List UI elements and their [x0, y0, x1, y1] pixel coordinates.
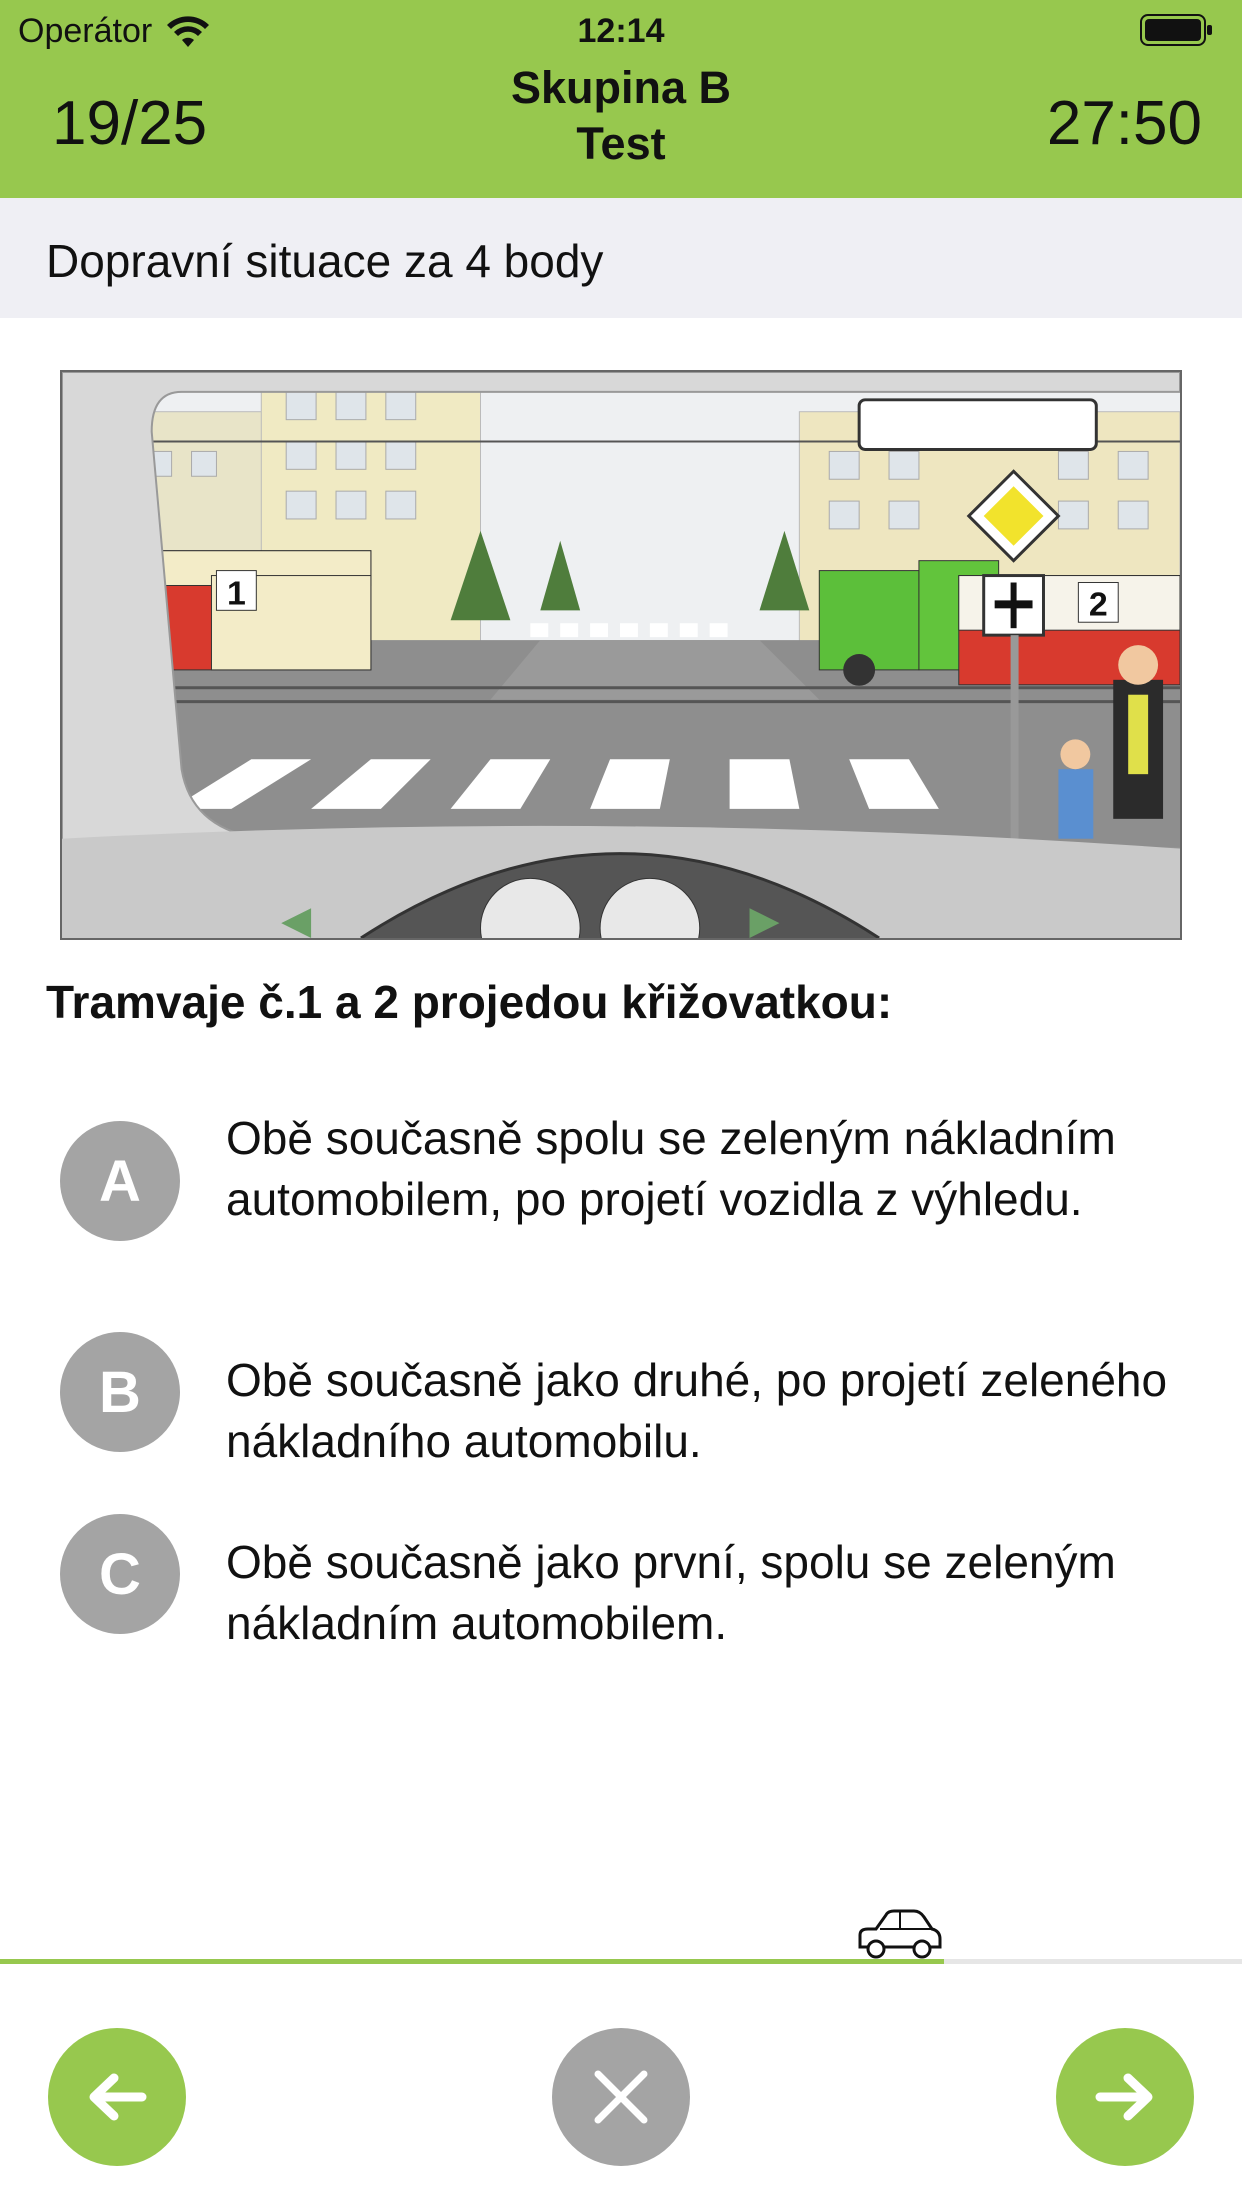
section-label: Dopravní situace za 4 body	[46, 235, 604, 287]
answer-text-c[interactable]: Obě současně jako první, spolu se zeleným nákladním automobilem.	[226, 1536, 1116, 1649]
next-button[interactable]	[1056, 2028, 1194, 2166]
car-progress-icon	[854, 1905, 944, 1961]
status-time: 12:14	[577, 12, 665, 50]
header-bar	[0, 0, 1242, 198]
arrow-right-icon	[1090, 2062, 1160, 2132]
answer-badge-b[interactable]: B	[60, 1332, 180, 1452]
answer-badge-a[interactable]: A	[60, 1121, 180, 1241]
tram-2-label: 2	[1088, 585, 1108, 624]
battery-icon	[1140, 14, 1214, 46]
arrow-left-icon	[82, 2062, 152, 2132]
answer-text-b[interactable]: Obě současně jako druhé, po projetí zeleného nákladního automobilu.	[226, 1354, 1168, 1467]
progress-fill	[0, 1959, 944, 1964]
title-line-1: Skupina B	[510, 62, 732, 113]
question-counter: 19/25	[52, 89, 208, 158]
previous-button[interactable]	[48, 2028, 186, 2166]
carrier-label: Operátor	[18, 12, 153, 50]
close-icon	[586, 2062, 656, 2132]
cancel-test-button[interactable]	[552, 2028, 690, 2166]
progress-track	[0, 1959, 1242, 1964]
section-header	[0, 198, 1242, 318]
answer-badge-c[interactable]: C	[60, 1514, 180, 1634]
traffic-illustration	[60, 370, 1182, 940]
countdown-timer: 27:50	[1046, 89, 1202, 158]
traffic-scene	[62, 372, 1180, 938]
question-text: Tramvaje č.1 a 2 projedou křižovatkou:	[46, 976, 893, 1028]
status-bar	[0, 0, 1242, 60]
tram-1-label: 1	[226, 574, 246, 613]
title-line-2: Test	[576, 118, 666, 169]
answer-text-a[interactable]: Obě současně spolu se zeleným nákladním automobilem, po projetí vozidla z výhledu.	[226, 1112, 1116, 1225]
